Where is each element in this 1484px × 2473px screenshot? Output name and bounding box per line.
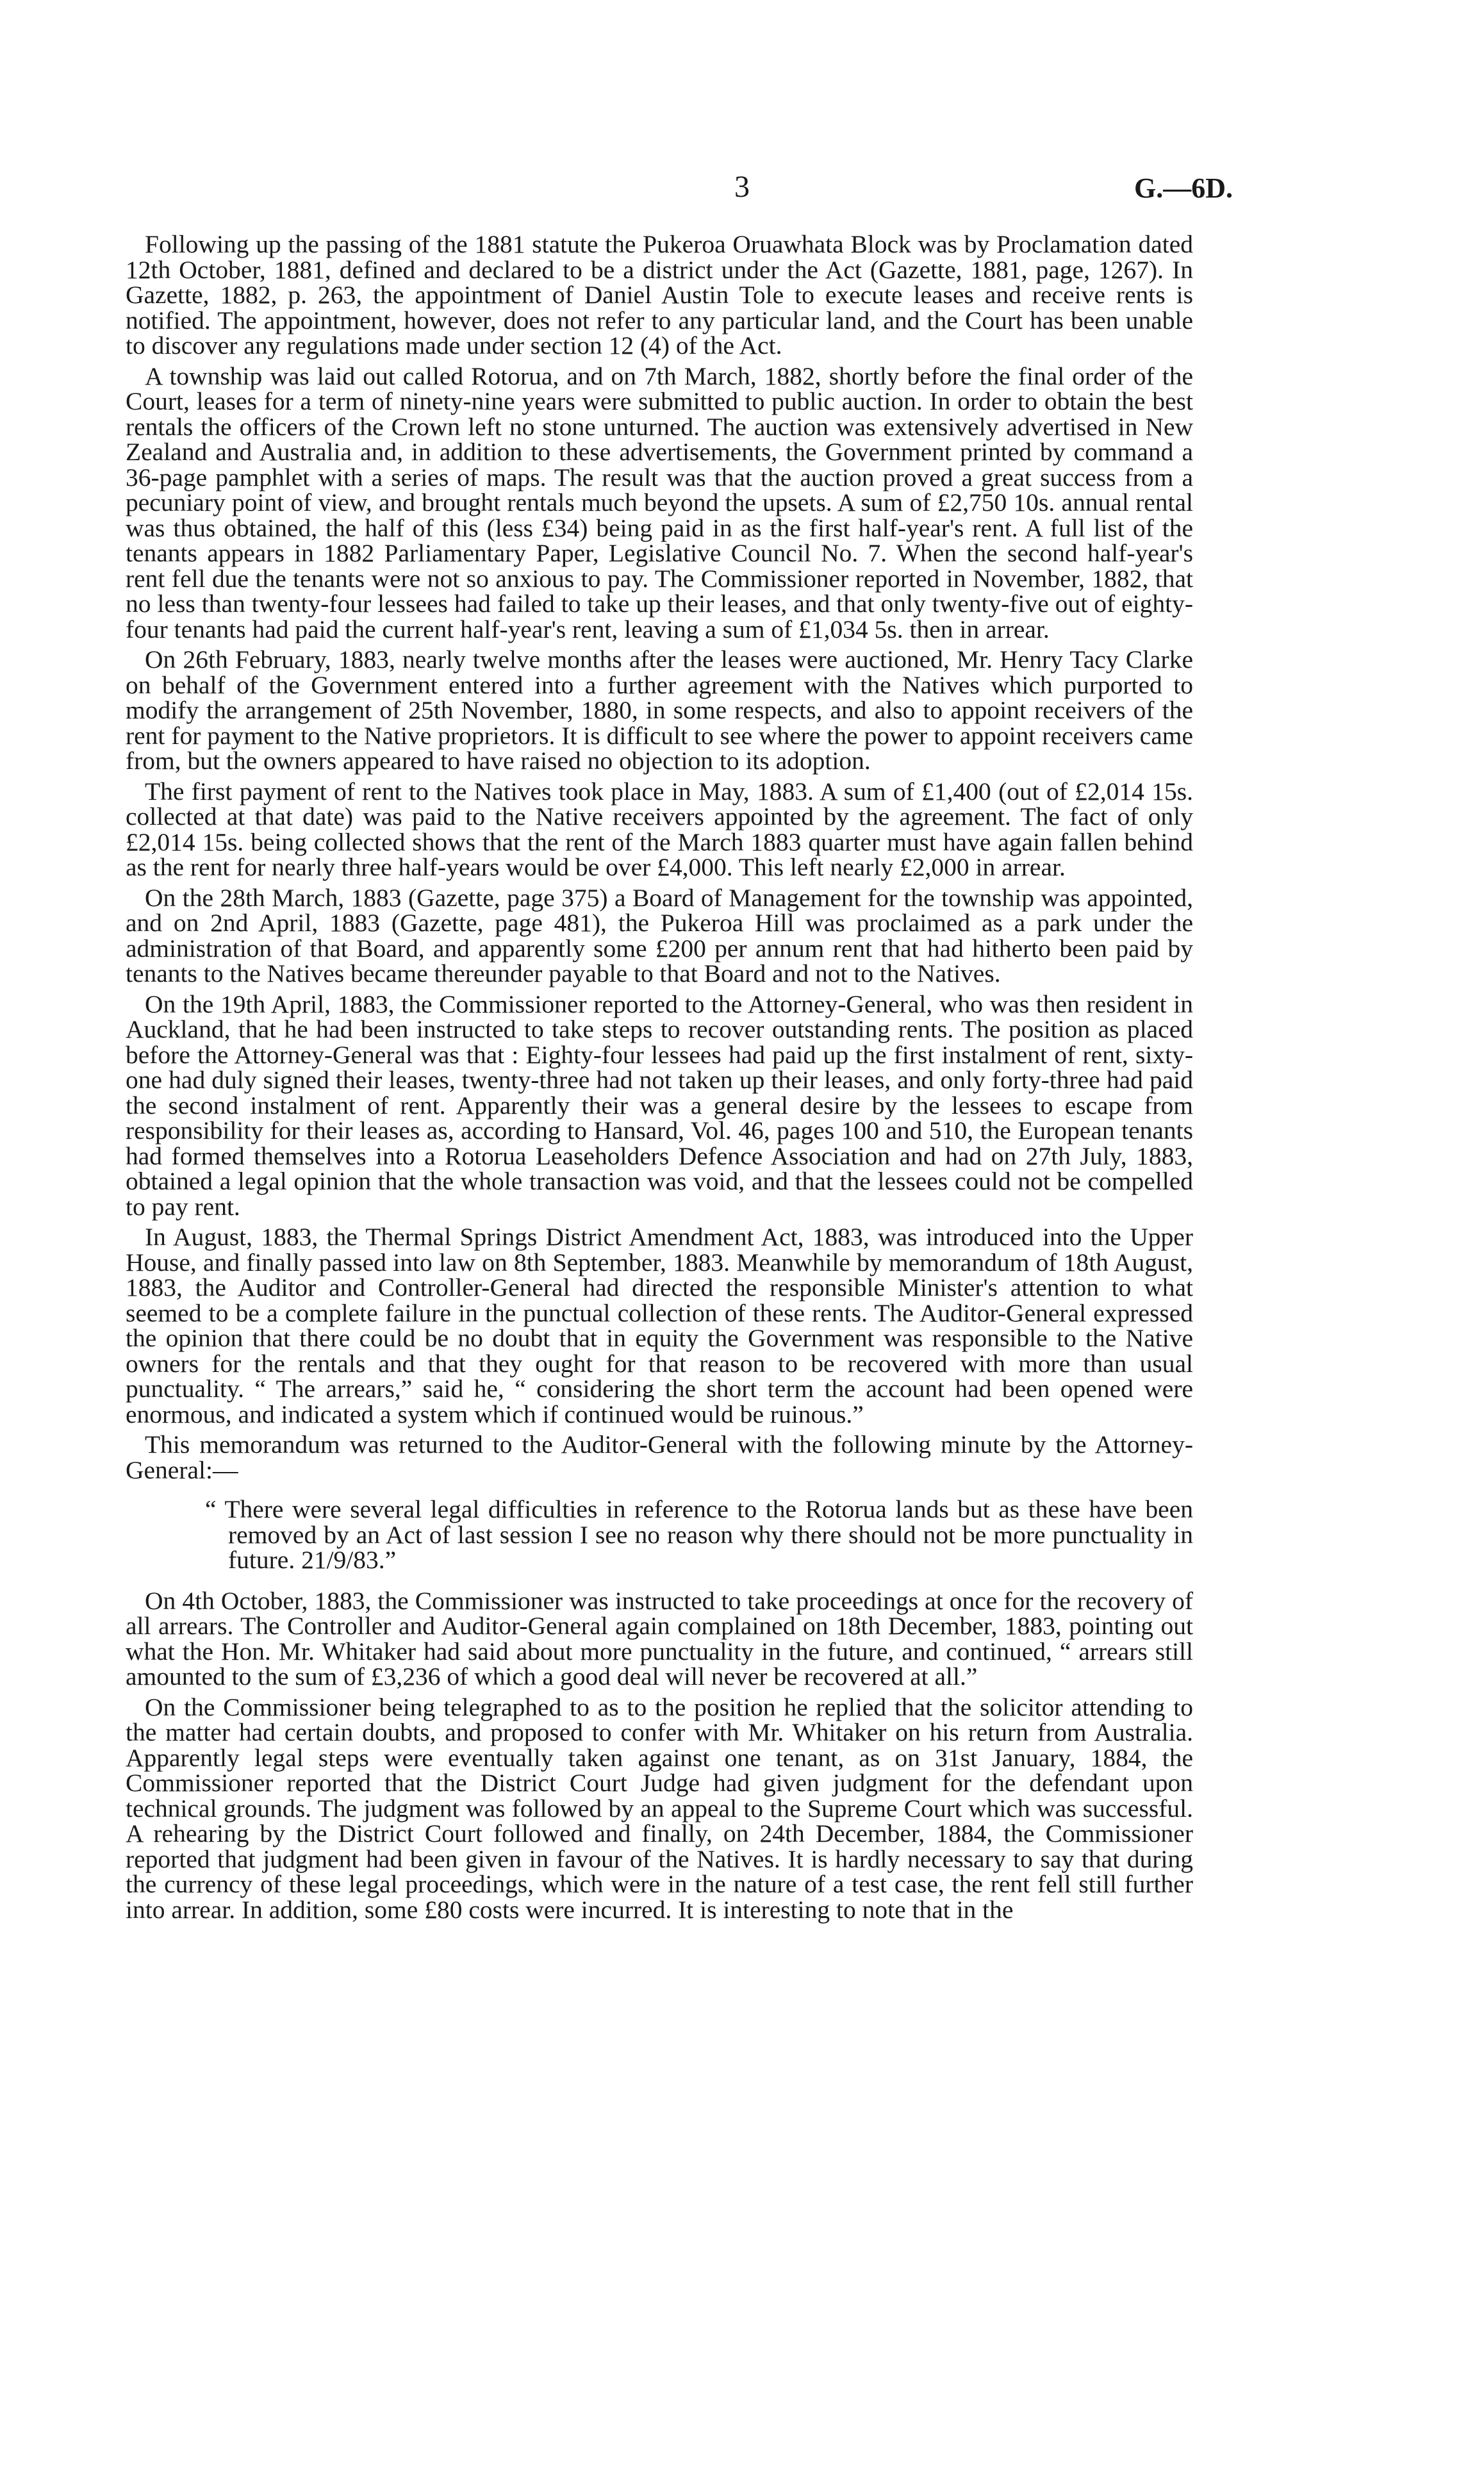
block-quote: “ There were several legal difficulties in reference to the Rotorua lands but as these have been removed by an Act of last session I see no reason why there should not be more punctuality in future. 21/9/83.”	[205, 1495, 1193, 1574]
page-number: 3	[734, 170, 750, 204]
document-reference: G.—6D.	[1134, 172, 1233, 204]
paragraph-5: On the 28th March, 1883 (Gazette, page 375) a Board of Management for the township was appointed, and on 2nd April, 1883 (Gazette, page 481), the Pukeroa Hill was proclaimed as a park under the administration of that Board, and apparently some £200 per annum rent that had hitherto been paid by tenants to the Natives became thereunder payable to that Board and not to the Natives.	[126, 883, 1193, 988]
paragraph-2: A township was laid out called Rotorua, and on 7th March, 1882, shortly before the final order of the Court, leases for a term of ninety-nine years were submitted to public auction. In order to obtain the best rentals the officers of the Crown left no stone unturned. The auction was extensively advertised in New Zealand and Australia and, in addition to these advertisements, the Government printed by command a 36-page pamphlet with a series of maps. The result was that the auction proved a great success from a pecuniary point of view, and brought rentals much beyond the upsets. A sum of £2,750 10s. annual rental was thus obtained, the half of this (less £34) being paid in as the first half-year's rent. A full list of the tenants appears in 1882 Parliamentary Paper, Legislative Council No. 7. When the second half-year's rent fell due the tenants were not so anxious to pay. The Commissioner reported in November, 1882, that no less than twenty-four lessees had failed to take up their leases, and that only twenty-five out of eighty-four tenants had paid the current half-year's rent, leaving a sum of £1,034 5s. then in arrear.	[126, 361, 1193, 643]
paragraph-3: On 26th February, 1883, nearly twelve months after the leases were auctioned, Mr. Henry Tacy Clarke on behalf of the Government entered into a further agreement with the Natives which purported to modify the arrangement of 25th November, 1880, in some respects, and also to appoint receivers of the rent for payment to the Native proprietors. It is difficult to see where the power to appoint receivers came from, but the owners appeared to have raised no objection to its adoption.	[126, 645, 1193, 775]
paragraph-8: This memorandum was returned to the Auditor-General with the following minute by the Attorney-General:—	[126, 1430, 1193, 1484]
paragraph-7: In August, 1883, the Thermal Springs District Amendment Act, 1883, was introduced into the Upper House, and finally passed into law on 8th September, 1883. Meanwhile by memorandum of 18th August, 1883, the Auditor and Controller-General had directed the responsible Minister's attention to what seemed to be a complete failure in the punctual collection of these rents. The Auditor-General expressed the opinion that there could be no doubt that in equity the Government was responsible to the Native owners for the rentals and that they ought for that reason to be recovered with more than usual punctuality. “ The arrears,” said he, “ considering the short term the account had been opened were enormous, and indicated a system which if continued would be ruinous.”	[126, 1223, 1193, 1428]
paragraph-6: On the 19th April, 1883, the Commissioner reported to the Attorney-General, who was then resident in Auckland, that he had been instructed to take steps to recover outstanding rents. The position as placed before the Attorney-General was that : Eighty-four lessees had paid up the first instalment of rent, sixty-one had duly signed their leases, twenty-three had not taken up their leases, and only forty-three had paid the second instalment of rent. Apparently their was a general desire by the lessees to escape from responsibility for their leases as, according to Hansard, Vol. 46, pages 100 and 510, the European tenants had formed themselves into a Rotorua Leaseholders Defence Association and had on 27th July, 1883, obtained a legal opinion that the whole transaction was void, and that the lessees could not be compelled to pay rent.	[126, 989, 1193, 1221]
paragraph-9: On 4th October, 1883, the Commissioner was instructed to take proceedings at once for the recovery of all arrears. The Controller and Auditor-General again complained on 18th December, 1883, pointing out what the Hon. Mr. Whitaker had said about more punctuality in the future, and continued, “ arrears still amounted to the sum of £3,236 of which a good deal will never be recovered at all.”	[126, 1586, 1193, 1691]
paragraph-4: The first payment of rent to the Natives took place in May, 1883. A sum of £1,400 (out of £2,014 15s. collected at that date) was paid to the Native receivers appointed by the agreement. The fact of only £2,014 15s. being collected shows that the rent of the March 1883 quarter must have again fallen behind as the rent for nearly three half-years would be over £4,000. This left nearly £2,000 in arrear.	[126, 777, 1193, 881]
paragraph-10: On the Commissioner being telegraphed to as to the position he replied that the solicitor attending to the matter had certain doubts, and proposed to confer with Mr. Whitaker on his return from Australia. Apparently legal steps were eventually taken against one tenant, as on 31st January, 1884, the Commissioner reported that the District Court Judge had given judgment for the defendant upon technical grounds. The judgment was followed by an appeal to the Supreme Court which was successful. A rehearing by the District Court followed and finally, on 24th December, 1884, the Commissioner reported that judgment had been given in favour of the Natives. It is hardly necessary to say that during the currency of these legal proceedings, which were in the nature of a test case, the rent fell still further into arrear. In addition, some £80 costs were incurred. It is interesting to note that in the	[126, 1692, 1193, 1924]
paragraph-1: Following up the passing of the 1881 statute the Pukeroa Oruawhata Block was by Proclamation dated 12th October, 1881, defined and declared to be a district under the Act (Gazette, 1881, page, 1267). In Gazette, 1882, p. 263, the appointment of Daniel Austin Tole to execute leases and receive rents is notified. The appointment, however, does not refer to any particular land, and the Court has been unable to discover any regulations made under section 12 (4) of the Act.	[126, 230, 1193, 360]
body-text	[126, 232, 1193, 1928]
